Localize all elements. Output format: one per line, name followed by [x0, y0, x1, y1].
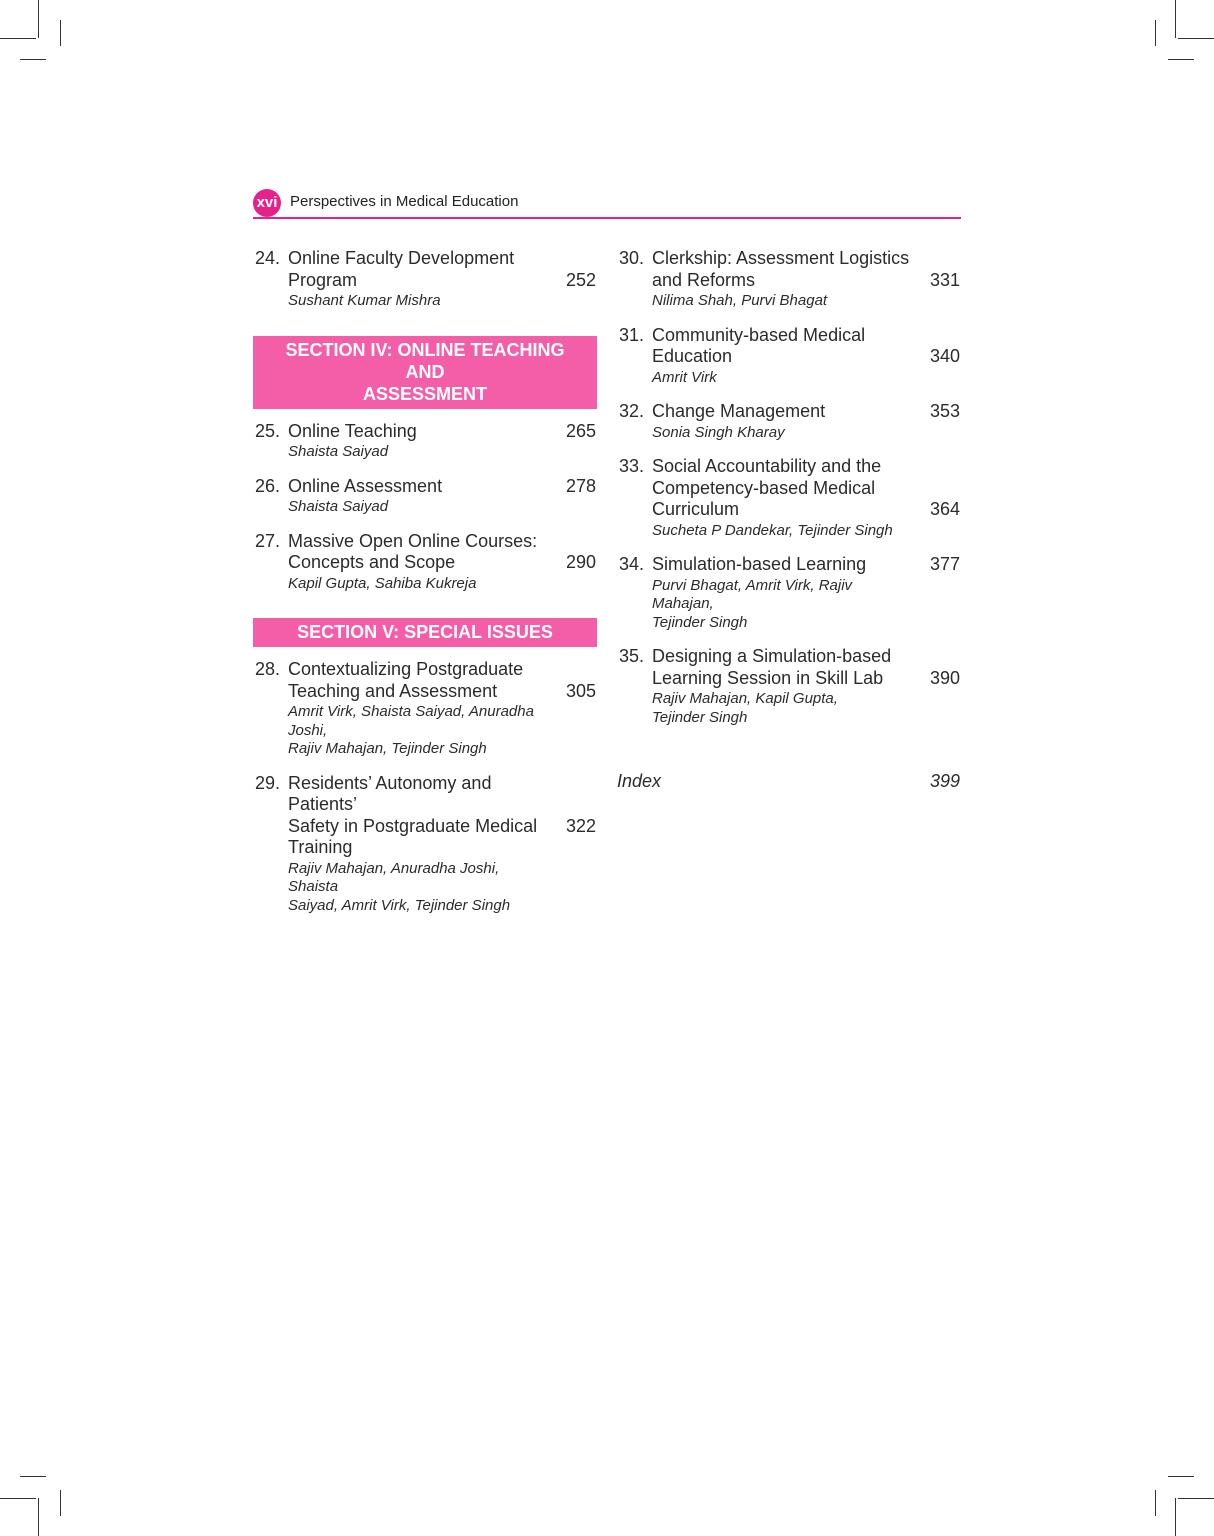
toc-entry-32[interactable] [617, 401, 961, 442]
entry-number: 30. [619, 248, 645, 268]
entry-authors: Amrit Virk [652, 368, 717, 386]
entry-page-number: 340 [929, 346, 960, 366]
entry-page-number: 353 [929, 401, 960, 421]
entry-title-line: Teaching and Assessment [288, 680, 498, 701]
section-heading-5 [253, 618, 597, 647]
entry-page-number: 265 [565, 420, 596, 441]
crop-mark [60, 1490, 61, 1516]
crop-mark [0, 38, 36, 39]
entry-number: 26. [255, 475, 281, 496]
entry-title-line: Simulation-based Learning [652, 554, 867, 574]
entry-authors: Saiyad, Amrit Virk, Tejinder Singh [288, 896, 511, 914]
entry-title-line: Online Teaching [288, 420, 417, 441]
entry-authors: Amrit Virk, Shaista Saiyad, Anuradha Joshi, [288, 703, 534, 739]
crop-mark [1178, 38, 1214, 39]
entry-title-line: Curriculum [652, 499, 740, 519]
crop-mark [0, 1498, 36, 1499]
entry-authors: Sonia Singh Kharay [652, 423, 785, 441]
entry-number: 35. [619, 646, 645, 666]
toc-entry-27[interactable] [253, 531, 597, 594]
entry-title-line: Massive Open Online Courses: [288, 530, 538, 551]
entry-title-line: Community-based Medical [652, 324, 866, 345]
entry-title-line: Learning Session in Skill Lab [652, 667, 884, 688]
entry-title-line: Designing a Simulation-based [652, 646, 892, 666]
section-heading-4 [253, 336, 597, 409]
crop-mark [1175, 0, 1176, 38]
entry-authors: Tejinder Singh [652, 613, 748, 631]
entry-authors: Shaista Saiyad [288, 443, 389, 460]
crop-mark [60, 20, 61, 46]
section-heading-line: SECTION IV: ONLINE TEACHING AND [285, 339, 565, 382]
toc-entry-34[interactable] [617, 554, 961, 632]
entry-authors: Tejinder Singh [652, 708, 748, 726]
entry-page-number: 399 [929, 771, 960, 791]
entry-number: 33. [619, 456, 645, 476]
entry-page-number: 305 [565, 680, 596, 701]
entry-page-number: 322 [565, 815, 596, 836]
running-header [253, 188, 961, 220]
entry-authors: Kapil Gupta, Sahiba Kukreja [288, 574, 477, 592]
index-label: Index [617, 771, 662, 791]
crop-mark [1168, 1476, 1194, 1477]
section-heading-line: SECTION V: SPECIAL ISSUES [297, 622, 553, 642]
crop-mark [38, 0, 39, 38]
entry-title-line: Concepts and Scope [288, 552, 456, 572]
toc-left-column [253, 248, 597, 915]
crop-mark [20, 59, 46, 60]
entry-title-line: Training [288, 837, 353, 857]
entry-authors: Nilima Shah, Purvi Bhagat [652, 292, 828, 309]
entry-page-number: 290 [565, 552, 596, 572]
entry-title-line: Contextualizing Postgraduate [288, 659, 524, 679]
entry-number: 31. [619, 324, 645, 345]
header-divider [253, 217, 961, 219]
crop-mark [1178, 1498, 1214, 1499]
toc-right-column [617, 248, 961, 792]
entry-number: 28. [255, 659, 281, 679]
toc-entry-28[interactable] [253, 659, 597, 759]
entry-page-number: 390 [929, 667, 960, 688]
toc-entry-33[interactable] [617, 456, 961, 540]
entry-number: 24. [255, 248, 281, 268]
toc-entry-26[interactable] [253, 476, 597, 517]
entry-title-line: Program [288, 269, 358, 290]
entry-number: 29. [255, 772, 281, 793]
entry-title-line: Online Assessment [288, 475, 443, 496]
toc-entry-24[interactable] [253, 248, 597, 311]
entry-page-number: 377 [929, 554, 960, 574]
entry-number: 25. [255, 420, 281, 441]
entry-title-line: Clerkship: Assessment Logistics [652, 248, 910, 268]
entry-page-number: 331 [929, 269, 960, 290]
crop-mark [1168, 59, 1194, 60]
entry-number: 32. [619, 401, 645, 421]
entry-title-line: Safety in Postgraduate Medical [288, 815, 538, 836]
entry-title-line: Residents’ Autonomy and Patients’ [288, 772, 492, 814]
crop-mark [1155, 1490, 1156, 1516]
crop-mark [1155, 20, 1156, 46]
book-title: Perspectives in Medical Education [290, 193, 519, 210]
toc-entry-31[interactable] [617, 325, 961, 388]
toc-entry-35[interactable] [617, 646, 961, 727]
entry-page-number: 278 [565, 475, 596, 496]
toc-entry-29[interactable] [253, 773, 597, 916]
entry-title-line: and Reforms [652, 269, 756, 290]
entry-authors: Rajiv Mahajan, Tejinder Singh [288, 740, 487, 757]
page-number-badge: xvi [253, 189, 281, 217]
crop-mark [38, 1498, 39, 1536]
entry-title-line: Change Management [652, 401, 826, 421]
entry-authors: Shaista Saiyad [288, 498, 389, 515]
entry-authors: Purvi Bhagat, Amrit Virk, Rajiv Mahajan, [652, 576, 853, 612]
entry-number: 27. [255, 530, 281, 551]
entry-authors: Sushant Kumar Mishra [288, 292, 441, 309]
entry-authors: Rajiv Mahajan, Kapil Gupta, [652, 690, 838, 707]
section-heading-line: ASSESSMENT [362, 383, 488, 404]
entry-title-line: Social Accountability and the [652, 456, 882, 476]
toc-entry-30[interactable] [617, 248, 961, 311]
entry-authors: Rajiv Mahajan, Anuradha Joshi, Shaista [288, 859, 500, 895]
entry-page-number: 252 [565, 269, 596, 290]
entry-title-line: Competency-based Medical [652, 477, 876, 498]
entry-title-line: Online Faculty Development [288, 248, 515, 268]
toc-entry-25[interactable] [253, 421, 597, 462]
crop-mark [20, 1476, 46, 1477]
crop-mark [1175, 1498, 1176, 1536]
entry-number: 34. [619, 554, 645, 574]
entry-title-line: Education [652, 346, 733, 366]
toc-index-entry[interactable] [617, 771, 961, 792]
entry-authors: Sucheta P Dandekar, Tejinder Singh [652, 521, 893, 539]
entry-page-number: 364 [929, 499, 960, 519]
